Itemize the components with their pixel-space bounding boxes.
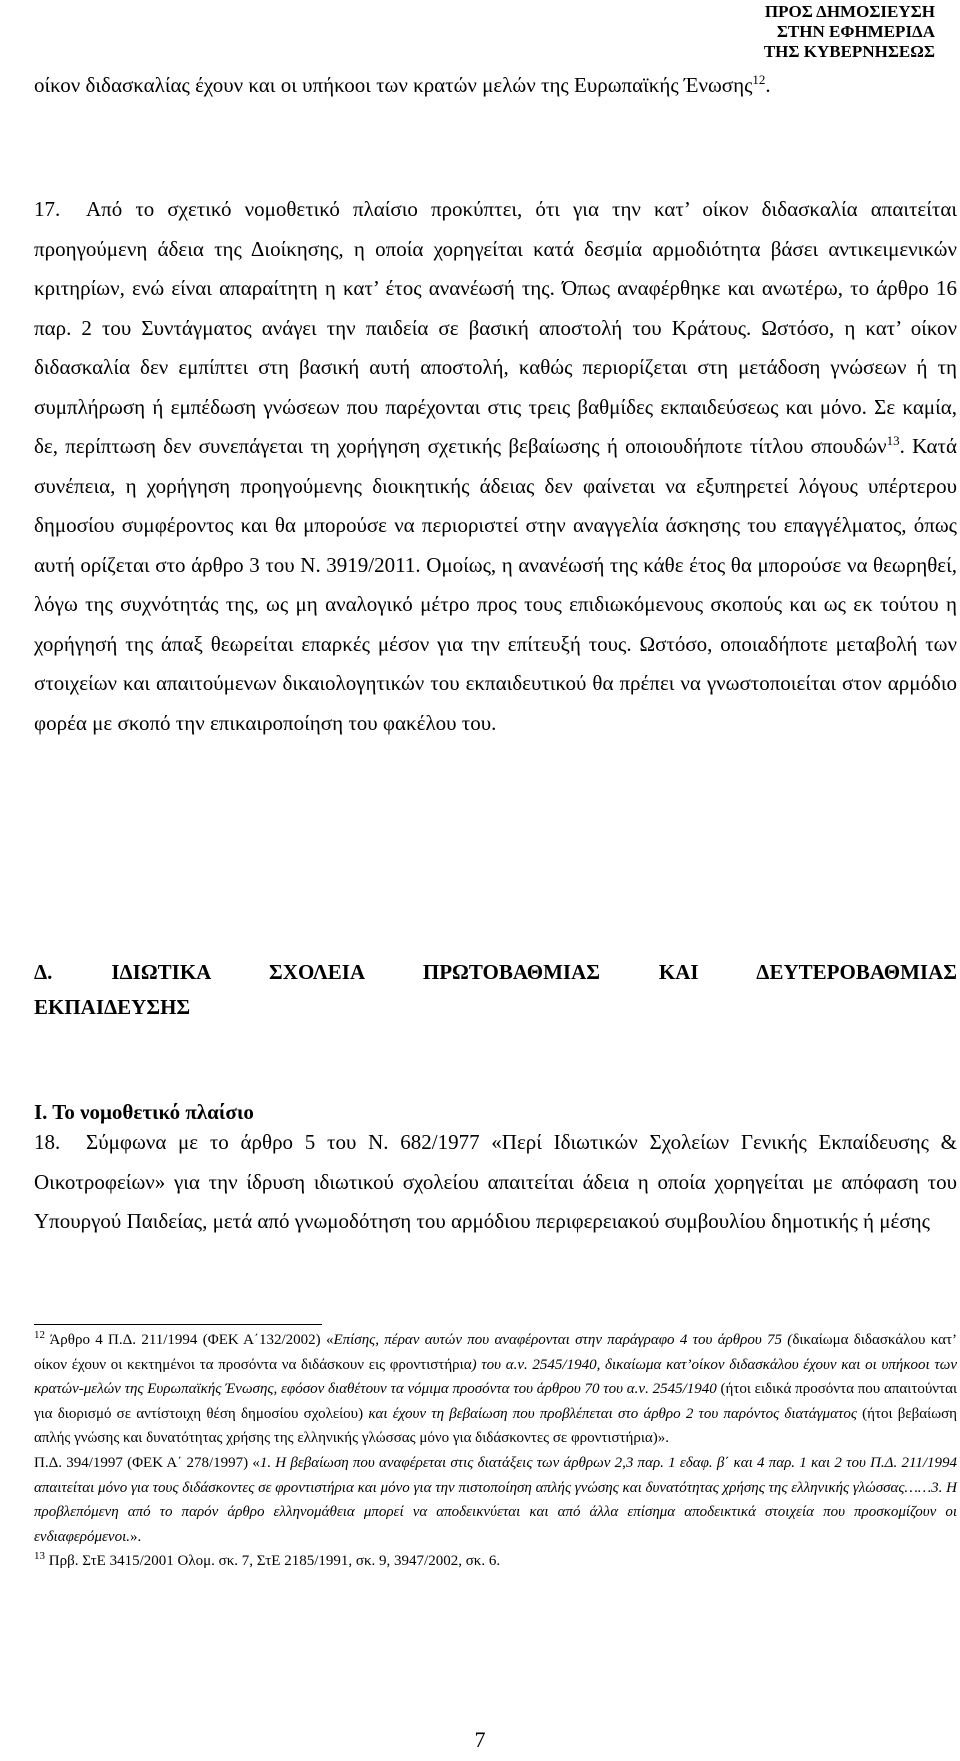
paragraph-text: Σύμφωνα με το άρθρο 5 του Ν. 682/1977 «Περί Ιδιωτικών Σχολείων Γενικής Εκπαίδευσης & Οικοτροφείων» για την ίδρυση ιδιωτικού σχολείου απαιτείται άδεια η οποία χορηγείται με απόφαση του Υπουργού Παιδείας, μετά από γνωμοδότηση του αρμόδιου περιφερειακού συμβουλίου δημοτικής ή μέσης: [34, 1130, 957, 1233]
paragraph-number: 17.: [34, 197, 61, 221]
section-heading-line-1: Δ. ΙΔΙΩΤΙΚΑ ΣΧΟΛΕΙΑ ΠΡΩΤΟΒΑΘΜΙΑΣ ΚΑΙ ΔΕΥΤΕΡΟΒΑΘΜΙΑΣ: [34, 960, 957, 984]
footnote-mark: 12: [34, 1329, 45, 1341]
footnote-text: (ήτοι βεβαίωση απλής γνώσης και δυνατότητας χρήσης της ελληνικής γλώσσας μόνο για διδάσκοντες σε φροντιστήρια)».: [34, 1405, 957, 1447]
footnote-text: Πρβ. ΣτΕ 3415/2001 Ολομ. σκ. 7, ΣτΕ 2185/1991, σκ. 9, 3947/2002, σκ. 6.: [45, 1553, 501, 1570]
footnote-quote: Επίσης, πέραν αυτών που αναφέρονται στην παράγραφο 4 του άρθρου 75 (: [333, 1332, 793, 1348]
footnote-12-continued: [34, 1451, 957, 1549]
stamp-line-1: ΠΡΟΣ ΔΗΜΟΣΙΕΥΣΗ: [764, 2, 935, 21]
footnote-mark: 13: [34, 1550, 45, 1563]
section-heading-d: [34, 955, 957, 1025]
paragraph-text: Από το σχετικό νομοθετικό πλαίσιο προκύπτει, ότι για την κατ’ οίκον διδασκαλία απαιτείται προηγούμενη άδεια της Διοίκησης, η οποία χορηγείται κατά δεσμία αρμοδιότητα βάσει αντικειμενικών κριτηρίων, ενώ είναι απαραίτητη η κατ’ έτος ανανέωσή της. Όπως αναφέρθηκε και ανωτέρω, το άρθρο 16 παρ. 2 του Συντάγματος ανάγει την παιδεία σε βασική αποστολή του Κράτους. Ωστόσο, η κατ’ οίκον διδασκαλία δεν εμπίπτει στη βασική αυτή αποστολή, καθώς περιορίζεται στη μετάδοση γνώσεων ή τη συμπλήρωση ή εμπέδωση γνώσεων που παρέχονται στις τρεις βαθμίδες εκπαιδεύσεως και μόνο. Σε καμία, δε, περίπτωση δεν συνεπάγεται τη χορήγηση σχετικής βεβαίωσης ή οποιουδήποτε τίτλου σπουδών: [34, 197, 957, 458]
footnote-text: δικαίωμα διδασκάλου κατ’ οίκον έχουν οι κεκτημένοι τα προσόντα να διδάσκουν εις φροντιστήρια: [34, 1332, 958, 1373]
paragraph-end: .: [765, 73, 771, 97]
footnote-quote: ) του α.ν. 2545/1940, δικαίωμα κατ’οίκον διδασκάλου έχουν και οι υπήκοοι των κρατών-μελών της Ευρωπαϊκής Ένωσης, εφόσον διαθέτουν τα νόμιμα προσόντα του άρθρου 70 του α.ν. 2545/1940: [34, 1356, 958, 1398]
paragraph-continuation: [34, 66, 957, 106]
paragraph-18: [34, 1123, 957, 1242]
paragraph-number: 18.: [34, 1130, 61, 1154]
footnotes: [34, 1328, 957, 1574]
stamp-line-3: ΤΗΣ ΚΥΒΕΡΝΗΣΕΩΣ: [763, 42, 935, 61]
page-number: 7: [474, 1727, 486, 1752]
footnote-text: ».: [130, 1528, 142, 1545]
paragraph-text-cont: . Κατά συνέπεια, η χορήγηση προηγούμενης διοικητικής άδειας δεν φαίνεται να εξυπηρετεί λόγους υπέρτερου δημοσίου συμφέροντος και θα μπορούσε να περιοριστεί στην αναγγελία άσκησης του επαγγέλματος, όπως αυτή ορίζεται στο άρθρο 3 του Ν. 3919/2011. Ομοίως, η ανανέωσή της κάθε έτος θα μπορούσε να θεωρηθεί, λόγω της συχνότητάς της, ως μη αναλογικό μέτρο προς τους επιδιωκόμενους σκοπούς και ως εκ τούτου η χορήγησή της άπαξ θεωρείται επαρκές μέσον για την επίτευξή τους. Ωστόσο, οποιαδήποτε μεταβολή των στοιχείων και απαιτούμενων δικαιολογητικών του εκπαιδευτικού θα πρέπει να γνωστοποιείται στον αρμόδιο φορέα με σκοπό την επικαιροποίηση του φακέλου του.: [34, 434, 957, 735]
stamp-line-2: ΣΤΗΝ ΕΦΗΜΕΡΙΔΑ: [776, 22, 935, 41]
footnote-13: [34, 1549, 957, 1574]
footnote-quote: 1. Η βεβαίωση που αναφέρεται στις διατάξεις των άρθρων 2,3 παρ. 1 εδαφ. β΄ και 4 παρ. 1 και 2 του Π.Δ. 211/1994 απαιτείται μόνο για τους διδάσκοντες σε φροντιστήρια και μόνο για την πιστοποίηση απλής γνώσης και δυνατότητας χρήσης της ελληνικής γλώσσας……3. Η προβλεπόμενη από το παρόν άρθρο ελληνομάθεια μπορεί να αποδεικνύεται και από άλλα επίσημα αποδεικτικά στοιχεία που προσκομίζουν οι ενδιαφερόμενοι.: [34, 1454, 957, 1545]
footnote-text: (ήτοι ειδικά προσόντα που απαιτούνται για διορισμό σε αντίστοιχη θέση δημοσίου σχολείου): [34, 1381, 957, 1422]
paragraph-17: [34, 190, 957, 743]
footnote-quote: και έχουν τη βεβαίωση που προβλέπεται στο άρθρο 2 του παρόντος διατάγματος: [368, 1405, 857, 1422]
subsection-heading: Ι. Το νομοθετικό πλαίσιο: [34, 1100, 254, 1124]
publication-stamp: [764, 2, 935, 62]
paragraph-text: οίκον διδασκαλίας έχουν και οι υπήκοοι των κρατών μελών της Ευρωπαϊκής Ένωσης: [34, 73, 753, 97]
footnote-ref-12[interactable]: 12: [752, 72, 766, 87]
section-heading-line-2: ΕΚΠΑΙΔΕΥΣΗΣ: [34, 995, 191, 1019]
footnote-ref-13[interactable]: 13: [886, 433, 900, 448]
footnote-separator: [34, 1324, 322, 1325]
footnote-text: Άρθρο 4 Π.Δ. 211/1994 (ΦΕΚ Α΄132/2002) «: [45, 1332, 334, 1348]
footnote-text: Π.Δ. 394/1997 (ΦΕΚ Α΄ 278/1997) «: [34, 1454, 260, 1471]
footnote-12: [34, 1328, 957, 1451]
